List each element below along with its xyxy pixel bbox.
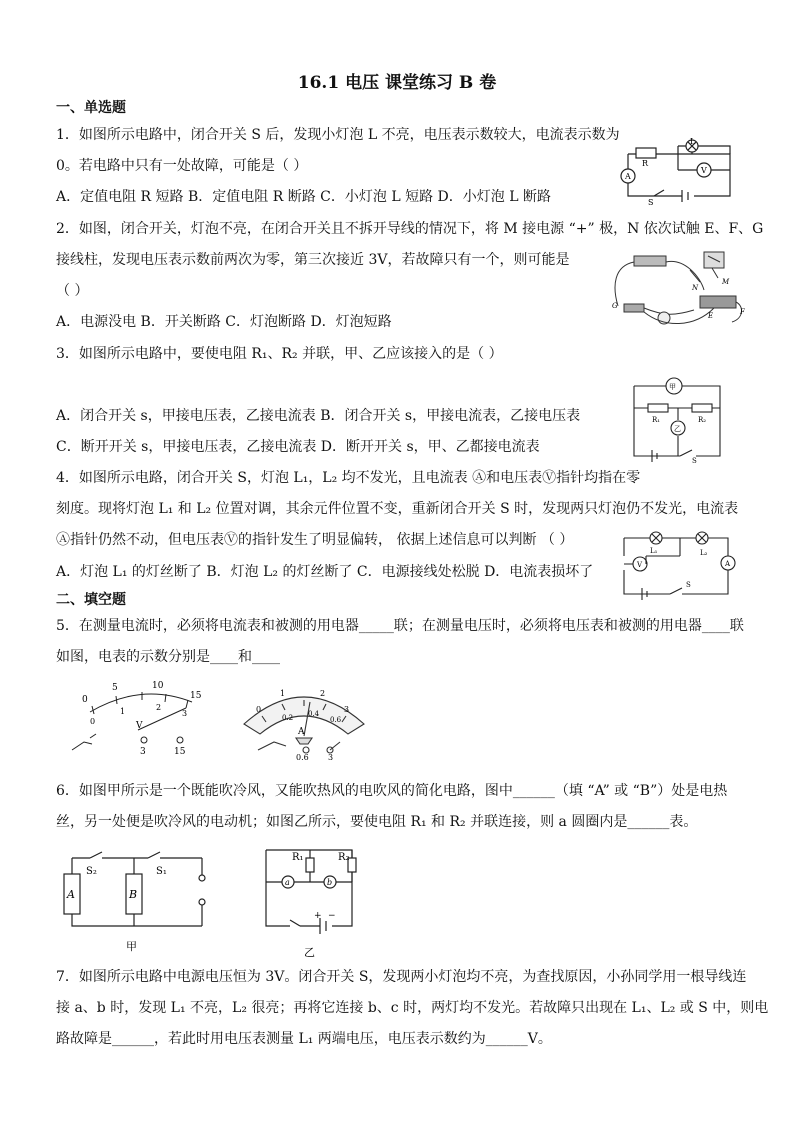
svg-text:3: 3: [182, 709, 188, 718]
q7-line3: 路故障是______，若此时用电压表测量 L₁ 两端电压，电压表示数约为______V。: [56, 1031, 552, 1047]
svg-text:N: N: [692, 284, 699, 292]
svg-text:甲: 甲: [126, 940, 137, 953]
svg-text:S₁: S₁: [156, 866, 167, 877]
svg-text:0.4: 0.4: [308, 710, 320, 718]
section-heading-choice: 一、单选题: [56, 100, 126, 116]
q1-line1: 1．如图所示电路中，闭合开关 S 后，发现小灯泡 L 不亮，电压表示数较大，电流表示数为: [56, 127, 620, 143]
q1-label-L: L: [690, 137, 696, 146]
q7-line1: 7．如图所示电路中电源电压恒为 3V。闭合开关 S，发现两小灯泡均不亮，为查找原因，小孙同学用一根导线连: [56, 969, 747, 985]
svg-text:3: 3: [344, 705, 350, 714]
svg-text:R₁: R₁: [652, 416, 661, 424]
svg-text:15: 15: [190, 691, 202, 701]
svg-text:a: a: [285, 878, 290, 887]
svg-text:3: 3: [140, 747, 146, 757]
q4-options: A．灯泡 L₁ 的灯丝断了 B．灯泡 L₂ 的灯丝断了 C．电源接线处松脱 D．电流表损坏了: [56, 564, 594, 580]
svg-text:0.2: 0.2: [282, 714, 294, 722]
svg-text:V: V: [637, 561, 643, 569]
q2-circuit-photo: [604, 246, 750, 334]
q1-label-S: S: [648, 198, 654, 207]
q4-circuit-diagram: [616, 526, 744, 602]
svg-text:0: 0: [256, 705, 262, 714]
svg-text:A: A: [725, 560, 731, 568]
svg-text:R₁: R₁: [292, 852, 304, 863]
svg-text:V: V: [136, 721, 143, 731]
q2-options: A．电源没电 B．开关断路 C．灯泡断路 D．灯泡短路: [56, 314, 392, 330]
svg-text:R₂: R₂: [338, 852, 350, 863]
q7-line2: 接 a、b 时，发现 L₁ 不亮，L₂ 很亮；再将它连接 b、c 时，两灯均不发光。若故障只出现在 L₁、L₂ 或 S 中，则电: [56, 1000, 769, 1016]
q1-label-A: A: [625, 172, 631, 181]
svg-text:A: A: [67, 888, 75, 901]
svg-text:S₂: S₂: [86, 866, 97, 877]
q3-options-cd: C．断开开关 s，甲接电压表，乙接电流表 D．断开开关 s，甲、乙都接电流表: [56, 439, 540, 455]
svg-text:10: 10: [152, 681, 164, 691]
q5-line2: 如图，电表的示数分别是____和____: [56, 649, 280, 665]
q1-options: A．定值电阻 R 短路 B．定值电阻 R 断路 C．小灯泡 L 短路 D．小灯泡 L 断路: [56, 189, 551, 205]
svg-text:1: 1: [120, 707, 126, 716]
svg-text:F: F: [740, 308, 745, 316]
svg-text:B: B: [129, 888, 138, 901]
q3-line1: 3．如图所示电路中，要使电阻 R₁、R₂ 并联，甲、乙应该接入的是（ ）: [56, 346, 503, 362]
q3-options-ab: A．闭合开关 s，甲接电压表，乙接电流表 B．闭合开关 s，甲接电流表，乙接电压表: [56, 408, 581, 424]
svg-text:G: G: [612, 302, 618, 310]
svg-text:0.6: 0.6: [330, 716, 342, 724]
q1-line2: 0。若电路中只有一处故障，可能是（ ）: [56, 158, 308, 174]
svg-text:M: M: [722, 278, 730, 286]
svg-text:A: A: [298, 727, 305, 737]
q6-hairdryer-circuit: [56, 846, 216, 956]
q4-line1: 4．如图所示电路，闭合开关 S，灯泡 L₁，L₂ 均不发光，且电流表 Ⓐ和电压表Ⓥ指针均指在零: [56, 470, 641, 486]
q2-line1: 2．如图，闭合开关，灯泡不亮，在闭合开关且不拆开导线的情况下，将 M 接电源 “+” 极，N 依次试触 E、F、G: [56, 221, 764, 237]
svg-text:乙: 乙: [674, 425, 681, 433]
q1-label-V: V: [701, 166, 707, 175]
svg-text:15: 15: [174, 747, 186, 757]
q4-line2: 刻度。现将灯泡 L₁ 和 L₂ 位置对调，其余元件位置不变，重新闭合开关 S 时，发现两只灯泡仍不发光，电流表: [56, 501, 739, 517]
q5-voltmeter-dial: [66, 676, 216, 758]
svg-text:b: b: [327, 878, 333, 887]
section-heading-fill: 二、填空题: [56, 592, 126, 608]
svg-text:2: 2: [320, 689, 326, 698]
q1-label-R: R: [642, 159, 649, 168]
svg-text:L₁: L₁: [650, 547, 658, 555]
svg-text:R₂: R₂: [698, 416, 707, 424]
q5-ammeter-dial: [236, 676, 372, 760]
svg-text:甲: 甲: [669, 383, 676, 391]
page-title: 16.1 电压 课堂练习 B 卷: [297, 73, 497, 93]
q4-line3: Ⓐ指针仍然不动，但电压表Ⓥ的指针发生了明显偏转， 依据上述信息可以判断 （ ）: [56, 532, 574, 548]
svg-text:+: +: [314, 911, 322, 921]
q2-line3: （ ）: [56, 283, 89, 299]
svg-text:0.6: 0.6: [296, 753, 309, 760]
q3-circuit-diagram: [626, 372, 728, 464]
q6-line2: 丝，另一处便是吹冷风的电动机；如图乙所示，要使电阻 R₁ 和 R₂ 并联连接，则 a 圆圈内是______表。: [56, 814, 698, 830]
svg-text:E: E: [708, 312, 714, 320]
svg-text:3: 3: [328, 753, 334, 760]
svg-text:0: 0: [90, 717, 96, 726]
svg-text:1: 1: [280, 689, 286, 698]
svg-text:L₂: L₂: [700, 549, 708, 557]
svg-text:S: S: [686, 581, 691, 589]
svg-text:2: 2: [156, 703, 162, 712]
svg-text:−: −: [328, 911, 336, 921]
svg-text:0: 0: [82, 695, 88, 705]
q1-circuit-diagram: [614, 136, 748, 208]
q2-line2: 接线柱，发现电压表示数前两次为零，第三次接近 3V，若故障只有一个，则可能是: [56, 252, 570, 268]
q6-parallel-circuit: [256, 846, 368, 962]
svg-text:S: S: [692, 457, 697, 464]
q5-line1: 5．在测量电流时，必须将电流表和被测的用电器_____联；在测量电压时，必须将电压表和被测的用电器____联: [56, 618, 744, 634]
q6-line1: 6．如图甲所示是一个既能吹冷风，又能吹热风的电吹风的简化电路，图中______（填 “A” 或 “B”）处是电热: [56, 783, 728, 799]
svg-text:乙: 乙: [304, 946, 315, 959]
svg-text:5: 5: [112, 683, 118, 693]
